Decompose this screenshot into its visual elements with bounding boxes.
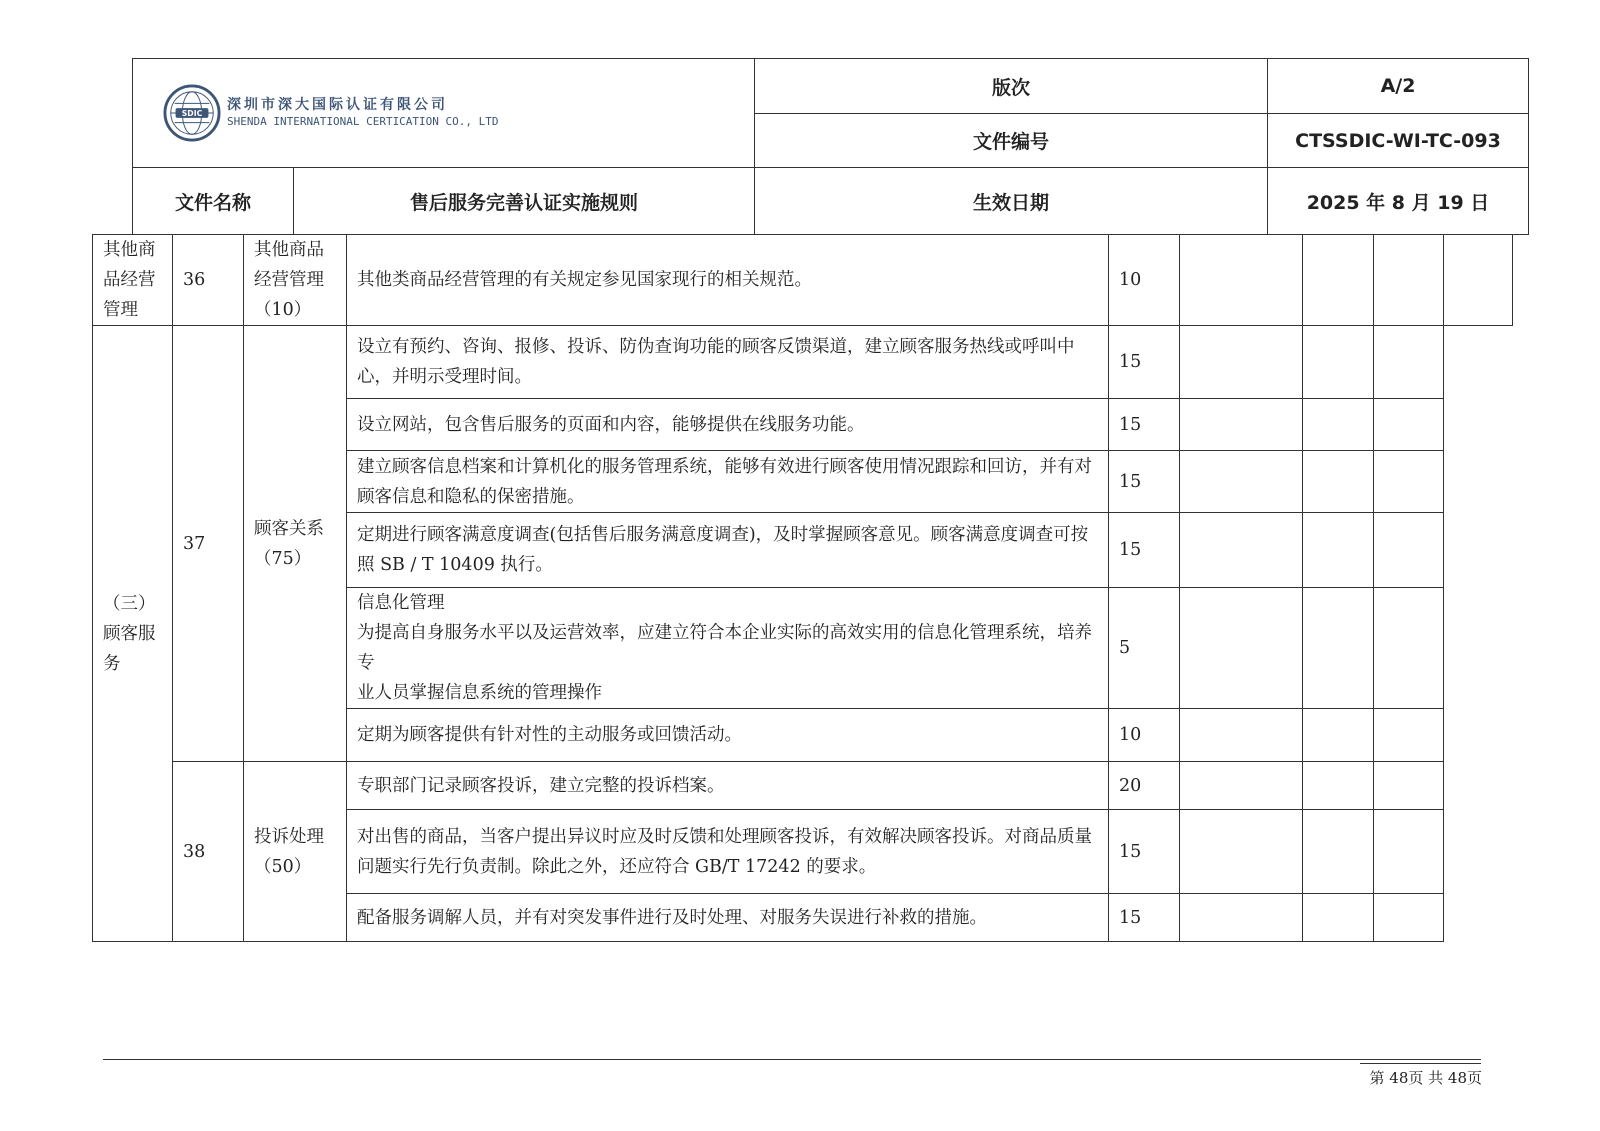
- blank-cell: [1180, 451, 1303, 513]
- requirement-line: 业人员掌握信息系统的管理操作: [357, 683, 602, 703]
- blank-cell: [1374, 513, 1444, 588]
- score-cell: 20: [1109, 762, 1180, 810]
- table-row: [93, 326, 1513, 399]
- blank-cell: [1303, 810, 1374, 894]
- item-number: 36: [173, 235, 244, 326]
- requirement-text: 配备服务调解人员，并有对突发事件进行及时处理、对服务失误进行补救的措施。: [347, 894, 1109, 942]
- requirement-text: [347, 588, 1109, 709]
- globe-logo-icon: [163, 84, 221, 142]
- docname-value: 售后服务完善认证实施规则: [294, 168, 755, 235]
- requirement-text: 建立顾客信息档案和计算机化的服务管理系统，能够有效进行顾客使用情况跟踪和回访，并有对顾客信息和隐私的保密措施。: [347, 451, 1109, 513]
- logo-text: SDIC: [181, 108, 203, 118]
- docno-value: CTSSDIC-WI-TC-093: [1268, 114, 1529, 168]
- score-cell: 15: [1109, 894, 1180, 942]
- item-name: 投诉处理（50）: [244, 762, 347, 942]
- blank-cell: [1374, 810, 1444, 894]
- requirement-text: 设立有预约、咨询、报修、投诉、防伪查询功能的顾客反馈渠道，建立顾客服务热线或呼叫中心，并明示受理时间。: [347, 326, 1109, 399]
- effective-label: 生效日期: [755, 168, 1268, 235]
- rules-table: [92, 234, 1513, 942]
- requirement-line: 信息化管理: [357, 593, 445, 613]
- company-logo: [133, 84, 754, 142]
- footer-divider: [103, 1059, 1481, 1060]
- blank-cell: [1374, 588, 1444, 709]
- table-row: [93, 235, 1513, 326]
- blank-cell: [1374, 709, 1444, 762]
- document-header: [132, 58, 1529, 235]
- table-row: [93, 762, 1513, 810]
- blank-cell: [1374, 762, 1444, 810]
- blank-cell: [1374, 894, 1444, 942]
- blank-cell: [1374, 235, 1444, 326]
- footer-divider-short: [1360, 1063, 1481, 1064]
- blank-cell: [1180, 762, 1303, 810]
- blank-cell: [1180, 235, 1303, 326]
- version-label: 版次: [755, 59, 1268, 114]
- category-cell: 其他商品经营管理: [93, 235, 173, 326]
- company-name-cn: 深圳市深大国际认证有限公司: [227, 97, 448, 114]
- blank-cell: [1303, 399, 1374, 451]
- blank-cell: [1180, 326, 1303, 399]
- item-name: 其他商品经营管理（10）: [244, 235, 347, 326]
- score-cell: 5: [1109, 588, 1180, 709]
- blank-cell: [1303, 235, 1374, 326]
- blank-cell: [1303, 762, 1374, 810]
- blank-cell: [1303, 513, 1374, 588]
- score-cell: 15: [1109, 399, 1180, 451]
- docname-label: 文件名称: [133, 168, 294, 235]
- blank-cell: [1303, 588, 1374, 709]
- blank-cell: [1180, 588, 1303, 709]
- item-number: 38: [173, 762, 244, 942]
- blank-cell: [1180, 513, 1303, 588]
- blank-cell: [1374, 326, 1444, 399]
- blank-cell: [1303, 709, 1374, 762]
- empty-margin: [1444, 326, 1513, 762]
- blank-cell: [1303, 326, 1374, 399]
- item-number: 37: [173, 326, 244, 762]
- category-cell: （三）顾客服务: [93, 326, 173, 942]
- score-cell: 10: [1109, 235, 1180, 326]
- requirement-text: 定期为顾客提供有针对性的主动服务或回馈活动。: [347, 709, 1109, 762]
- requirement-line: 为提高自身服务水平以及运营效率，应建立符合本企业实际的高效实用的信息化管理系统，培养专: [357, 623, 1092, 673]
- empty-margin: [1444, 762, 1513, 942]
- blank-cell: [1180, 399, 1303, 451]
- score-cell: 10: [1109, 709, 1180, 762]
- item-name: 顾客关系（75）: [244, 326, 347, 762]
- requirement-text: 定期进行顾客满意度调查(包括售后服务满意度调查)，及时掌握顾客意见。顾客满意度调查可按照 SB / T 10409 执行。: [347, 513, 1109, 588]
- blank-cell: [1444, 235, 1513, 326]
- requirement-text: 专职部门记录顾客投诉，建立完整的投诉档案。: [347, 762, 1109, 810]
- blank-cell: [1180, 709, 1303, 762]
- page-number: 第 48页 共 48页: [1369, 1069, 1482, 1087]
- score-cell: 15: [1109, 810, 1180, 894]
- blank-cell: [1303, 894, 1374, 942]
- effective-value: 2025 年 8 月 19 日: [1268, 168, 1529, 235]
- company-logo-cell: [133, 59, 755, 168]
- requirement-text: 其他类商品经营管理的有关规定参见国家现行的相关规范。: [347, 235, 1109, 326]
- requirement-text: 设立网站，包含售后服务的页面和内容，能够提供在线服务功能。: [347, 399, 1109, 451]
- blank-cell: [1180, 810, 1303, 894]
- blank-cell: [1303, 451, 1374, 513]
- requirement-text: 对出售的商品，当客户提出异议时应及时反馈和处理顾客投诉，有效解决顾客投诉。对商品质量问题实行先行负责制。除此之外，还应符合 GB/T 17242 的要求。: [347, 810, 1109, 894]
- blank-cell: [1180, 894, 1303, 942]
- score-cell: 15: [1109, 451, 1180, 513]
- blank-cell: [1374, 451, 1444, 513]
- docno-label: 文件编号: [755, 114, 1268, 168]
- score-cell: 15: [1109, 326, 1180, 399]
- score-cell: 15: [1109, 513, 1180, 588]
- company-name-en: SHENDA INTERNATIONAL CERTICATION CO., LTD: [227, 114, 499, 128]
- version-value: A/2: [1268, 59, 1529, 114]
- blank-cell: [1374, 399, 1444, 451]
